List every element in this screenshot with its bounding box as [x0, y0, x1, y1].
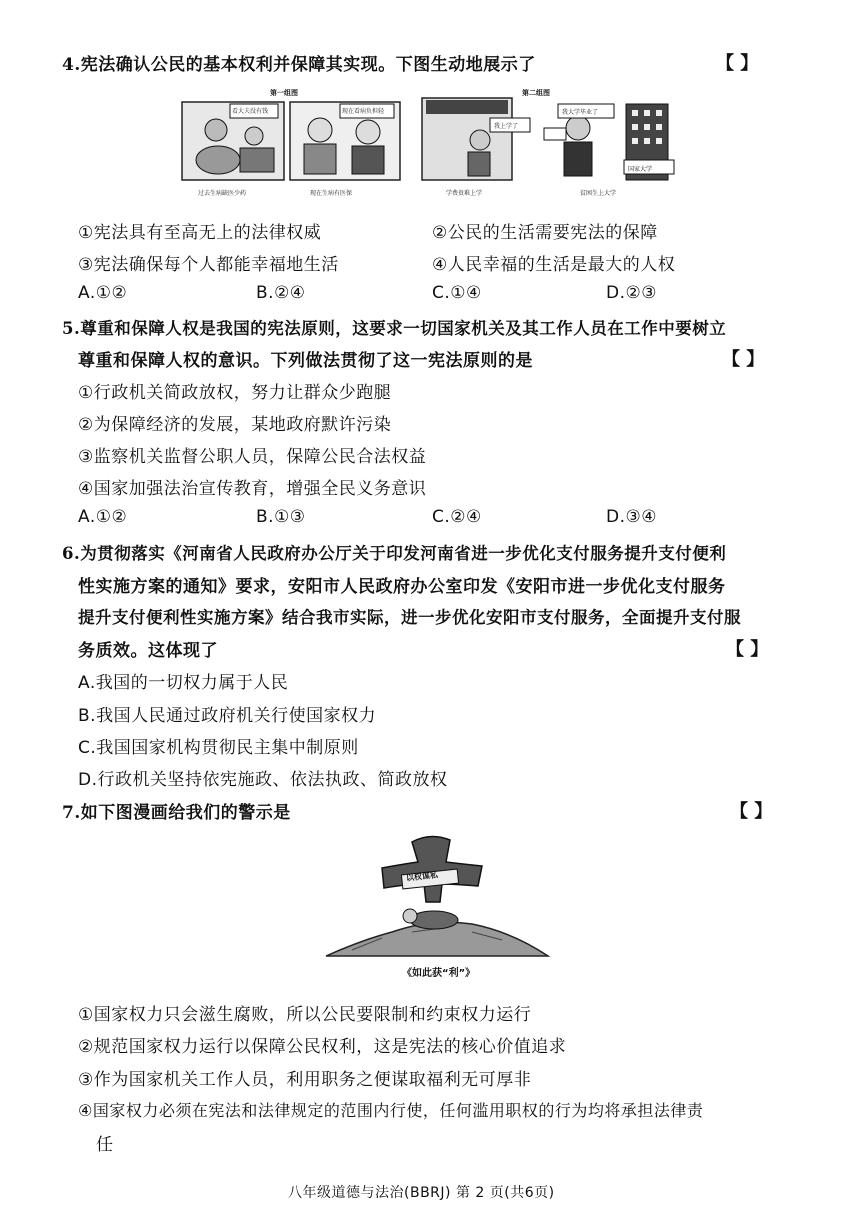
q7-cartoon-caption: 《如此获“利”》	[402, 968, 476, 979]
q4-option-3: ③宪法确保每个人都能幸福地生活	[78, 255, 339, 275]
q4-choice-a: A.①②	[78, 283, 128, 303]
q4-choice-c: C.①④	[432, 283, 482, 303]
q6-stem-line-3: 提升支付便利性实施方案》结合我市实际，进一步优化安阳市支付服务，全面提升支付服	[78, 608, 741, 627]
q4-option-2: ②公民的生活需要宪法的保障	[432, 223, 658, 243]
q5-option-4: ④国家加强法治宣传教育，增强全民义务意识	[78, 479, 427, 499]
q6-stem-line-2: 性实施方案的通知》要求，安阳市人民政府办公室印发《安阳市进一步优化支付服务	[78, 577, 726, 597]
q7-cartoon-sign: 以权谋私	[405, 870, 439, 883]
q5-answer-bracket: 【 】	[722, 349, 765, 370]
q5-choice-c: C.②④	[432, 507, 482, 527]
page-footer: 八年级道德与法治(BBRJ) 第 2 页(共6页)	[288, 1185, 555, 1201]
q7-cartoon-illustration	[322, 828, 552, 960]
q4-option-4: ④人民幸福的生活是最大的人权	[432, 255, 676, 275]
q5-option-2: ②为保障经济的发展，某地政府默许污染	[78, 415, 392, 435]
q4-choice-b: B.②④	[256, 283, 306, 303]
q4-cartoon-bubble-3: 我上学了	[494, 123, 519, 130]
q4-choice-d: D.②③	[606, 283, 657, 303]
q7-answer-bracket: 【 】	[730, 801, 773, 822]
q5-stem-line-2: 尊重和保障人权的意识。下列做法贯彻了这一宪法原则的是	[78, 351, 533, 371]
q4-answer-bracket: 【 】	[716, 53, 759, 74]
q4-cartoon-building-sign: 国家大学	[628, 166, 653, 173]
q6-choice-d: D.行政机关坚持依宪施政、依法执政、简政放权	[78, 770, 448, 790]
q4-cartoon-group2-title: 第二组图	[522, 89, 550, 97]
q6-choice-b: B.我国人民通过政府机关行使国家权力	[78, 706, 377, 726]
q7-option-3: ③作为国家机关工作人员，利用职务之便谋取福利无可厚非	[78, 1070, 532, 1090]
q4-cartoon-caption-3: 学费贵难上学	[446, 190, 483, 197]
q5-stem-line-1: 5.尊重和保障人权是我国的宪法原则，这要求一切国家机关及其工作人员在工作中要树立	[62, 319, 727, 338]
q7-stem: 7.如下图漫画给我们的警示是	[62, 803, 291, 823]
q7-option-1: ①国家权力只会滋生腐败，所以公民要限制和约束权力运行	[78, 1005, 532, 1025]
q7-option-4: ④国家权力必须在宪法和法律规定的范围内行使，任何滥用职权的行为均将承担法律责	[78, 1101, 704, 1120]
q4-option-1: ①宪法具有至高无上的法律权威	[78, 223, 322, 243]
q4-cartoon-bubble-2: 现在看病负担轻	[342, 108, 385, 115]
q6-stem-line-4: 务质效。这体现了	[78, 641, 218, 661]
q4-cartoon-group1-title: 第一组图	[270, 89, 298, 97]
q4-stem: 4.宪法确认公民的基本权利并保障其实现。下图生动地展示了	[62, 55, 536, 75]
q5-choice-b: B.①③	[256, 507, 306, 527]
q5-choice-a: A.①②	[78, 507, 128, 527]
q7-option-2: ②规范国家权力运行以保障公民权利，这是宪法的核心价值追求	[78, 1037, 567, 1057]
q6-stem-line-1: 6.为贯彻落实《河南省人民政府办公厅关于印发河南省进一步优化支付服务提升支付便利	[62, 544, 727, 563]
q5-option-1: ①行政机关简政放权，努力让群众少跑腿	[78, 383, 392, 403]
q6-choice-c: C.我国国家机构贯彻民主集中制原则	[78, 738, 359, 758]
q4-cartoon-bubble-1: 看大夫没有钱	[232, 108, 269, 115]
q5-option-3: ③监察机关监督公职人员，保障公民合法权益	[78, 447, 427, 467]
q6-choice-a: A.我国的一切权力属于人民	[78, 673, 289, 693]
q4-cartoon-caption-4: 贫困生上大学	[580, 190, 617, 197]
q6-answer-bracket: 【 】	[726, 639, 769, 660]
q4-cartoon-bubble-4: 我大学毕业了	[562, 109, 599, 116]
q7-option-4-continuation: 任	[96, 1135, 114, 1155]
q5-choice-d: D.③④	[606, 507, 657, 527]
q4-cartoon-caption-1: 过去生病缺医少药	[198, 190, 247, 197]
q4-cartoon-illustration	[178, 82, 688, 204]
q4-cartoon-caption-2: 现在生病有医保	[310, 190, 353, 197]
